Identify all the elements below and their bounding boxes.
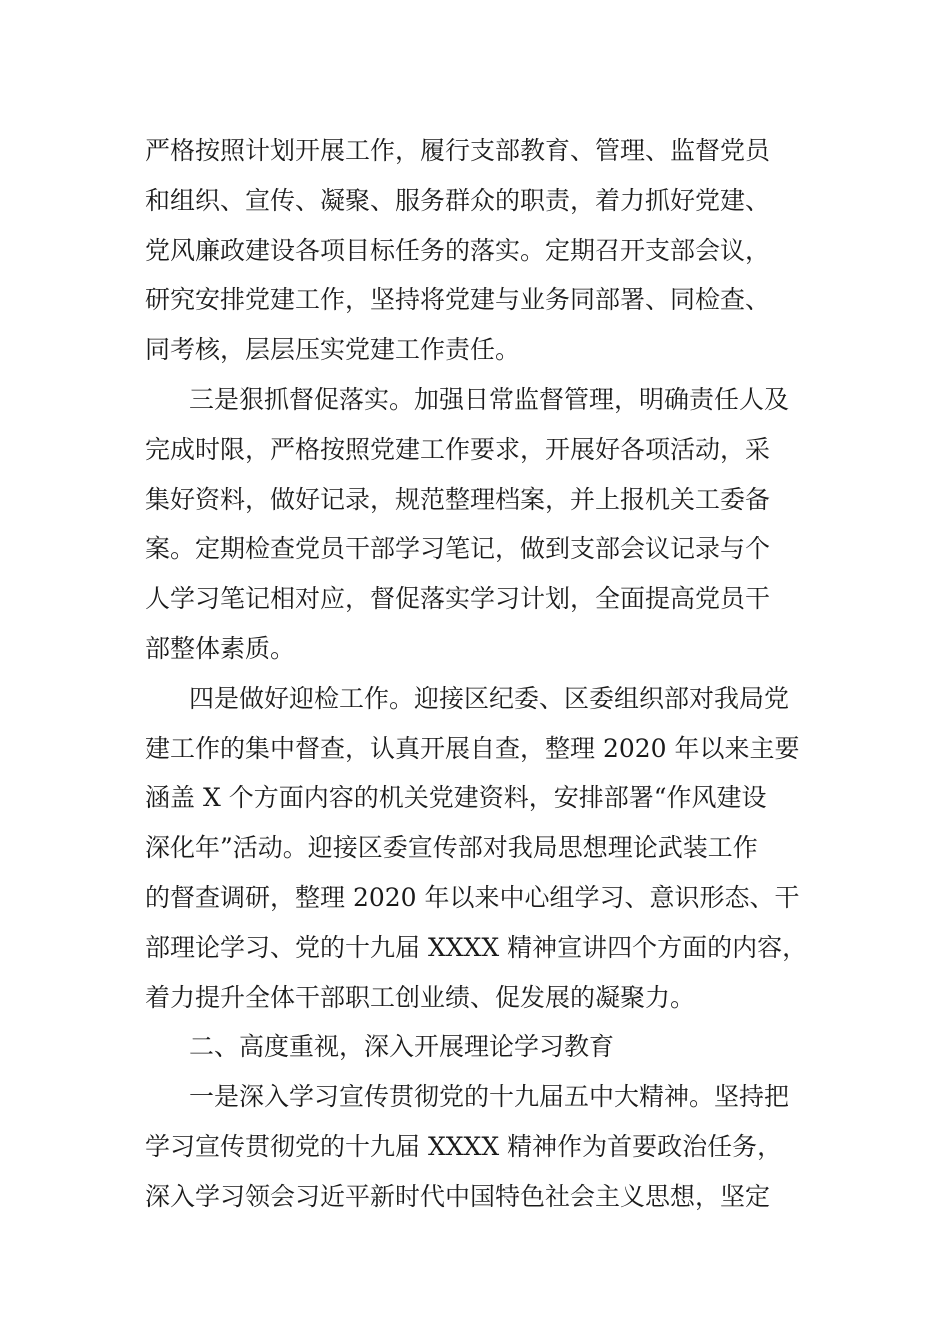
text-line: 深入学习领会习近平新时代中国特色社会主义思想，坚定 (145, 1181, 771, 1211)
text-line: 和组织、宣传、凝聚、服务群众的职责，着力抓好党建、 (145, 185, 771, 215)
text-line: 学习宣传贯彻党的十九届 XXXX 精神作为首要政治任务， (145, 1131, 783, 1161)
document-body (145, 126, 835, 1222)
paragraph-start-line: 三是狠抓督促落实。加强日常监督管理，明确责任人及 (189, 384, 790, 414)
text-line: 着力提升全体干部职工创业绩、促发展的凝聚力。 (145, 982, 696, 1012)
paragraph-start-line: 一是深入学习宣传贯彻党的十九届五中大精神。坚持把 (189, 1082, 790, 1112)
section-heading: 二、高度重视，深入开展理论学习教育 (189, 1032, 615, 1062)
text-line: 严格按照计划开展工作，履行支部教育、管理、监督党员 (145, 136, 771, 165)
text-line: 深化年”活动。迎接区委宣传部对我局思想理论武装工作 (145, 833, 758, 863)
text-line: 研究安排党建工作，坚持将党建与业务同部署、同检查、 (145, 285, 771, 315)
text-line: 集好资料，做好记录，规范整理档案，并上报机关工委备 (145, 484, 771, 514)
text-line: 党风廉政建设各项目标任务的落实。定期召开支部会议， (145, 235, 771, 265)
text-line: 人学习笔记相对应，督促落实学习计划，全面提高党员干 (145, 584, 771, 614)
text-line: 涵盖 X 个方面内容的机关党建资料，安排部署“作风建设 (145, 783, 767, 813)
text-line: 完成时限，严格按照党建工作要求，开展好各项活动，采 (145, 434, 771, 464)
text-line: 部整体素质。 (145, 633, 296, 663)
text-line: 的督查调研，整理 2020 年以来中心组学习、意识形态、干 (145, 882, 800, 912)
text-line: 部理论学习、党的十九届 XXXX 精神宣讲四个方面的内容， (145, 932, 808, 962)
text-line: 同考核，层层压实党建工作责任。 (145, 335, 521, 365)
text-line: 案。定期检查党员干部学习笔记，做到支部会议记录与个 (145, 534, 771, 564)
text-line: 建工作的集中督查，认真开展自查，整理 2020 年以来主要 (145, 733, 800, 763)
paragraph-start-line: 四是做好迎检工作。迎接区纪委、区委组织部对我局党 (189, 683, 790, 713)
